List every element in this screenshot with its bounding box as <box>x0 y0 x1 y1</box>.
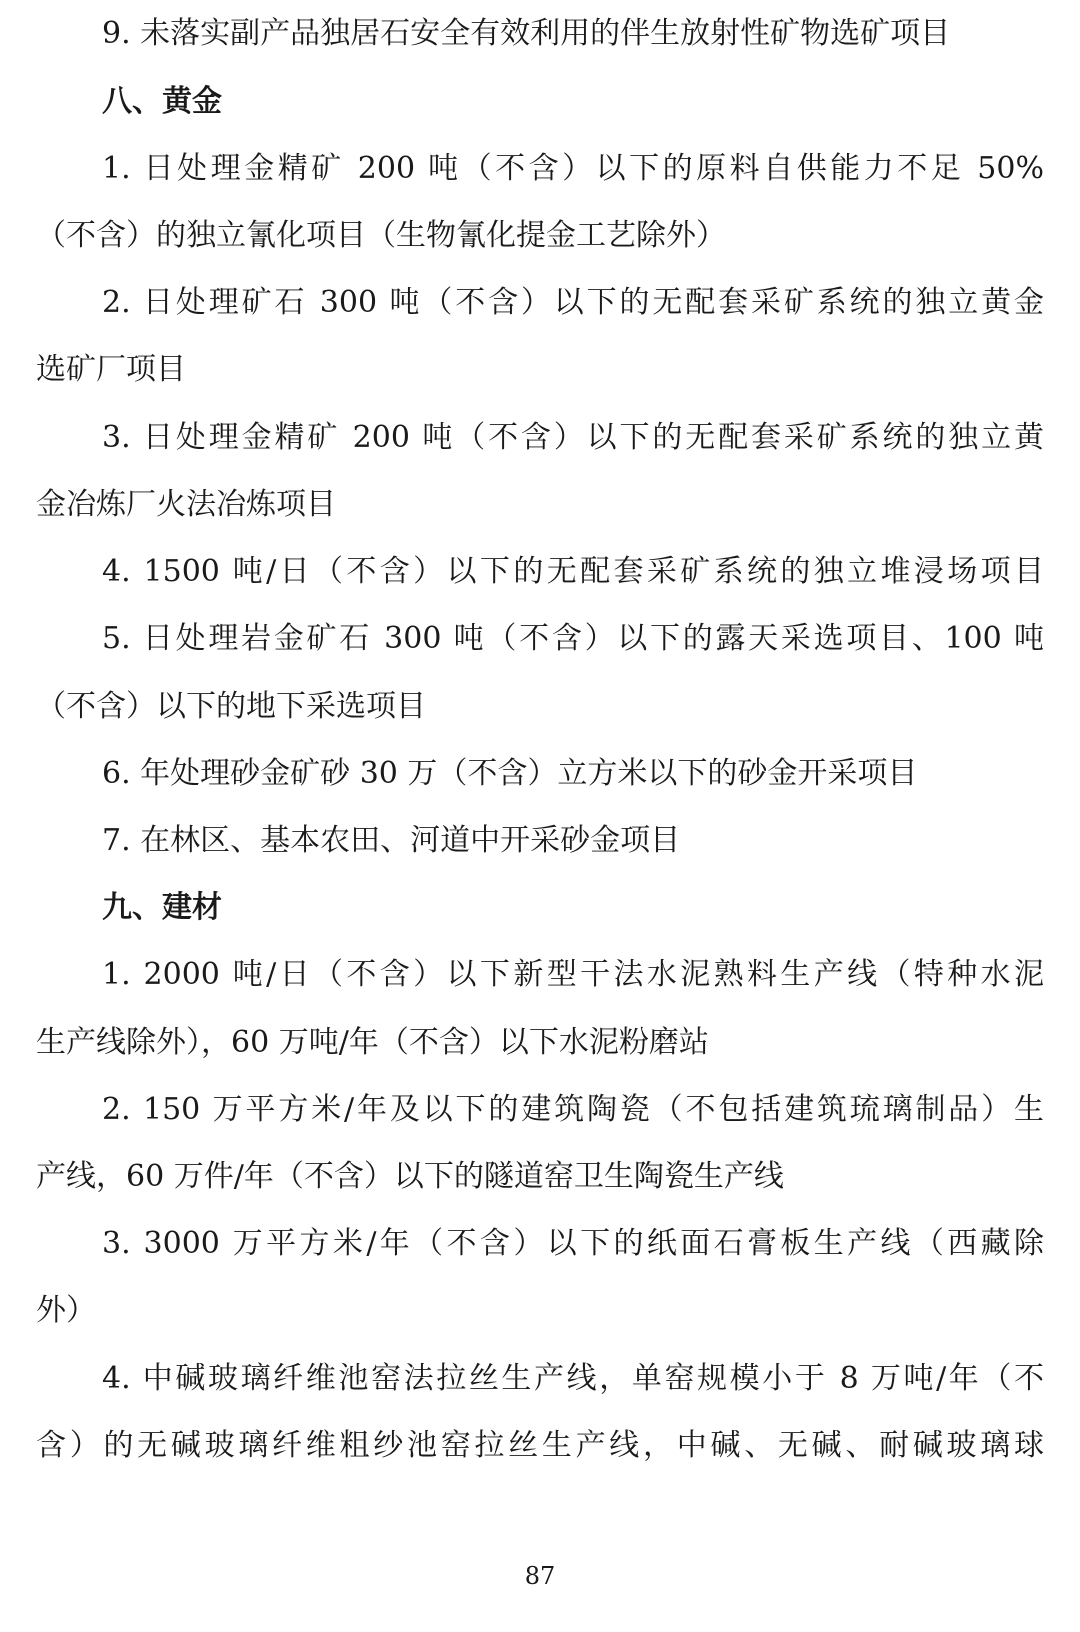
item-gold-4: 4. 1500 吨/日（不含）以下的无配套采矿系统的独立堆浸场项目 <box>102 554 1044 589</box>
item-gold-1-line-2: （不含）的独立氰化项目（生物氰化提金工艺除外） <box>36 218 726 253</box>
item-gold-1-line-1: 1. 日处理金精矿 200 吨（不含）以下的原料自供能力不足 50% <box>102 151 1044 186</box>
item-gold-7: 7. 在林区、基本农田、河道中开采砂金项目 <box>102 823 681 858</box>
item-materials-3-line-1: 3. 3000 万平方米/年（不含）以下的纸面石膏板生产线（西藏除 <box>102 1226 1044 1261</box>
item-materials-2-line-2: 产线，60 万件/年（不含）以下的隧道窑卫生陶瓷生产线 <box>36 1159 784 1194</box>
item-materials-4-line-2: 含）的无碱玻璃纤维粗纱池窑拉丝生产线，中碱、无碱、耐碱玻璃球 <box>36 1428 1044 1463</box>
item-gold-3-line-2: 金冶炼厂火法冶炼项目 <box>36 487 336 522</box>
item-gold-3-line-1: 3. 日处理金精矿 200 吨（不含）以下的无配套采矿系统的独立黄 <box>102 420 1044 455</box>
section-heading-gold: 八、黄金 <box>102 84 222 119</box>
item-rare-earth-9: 9. 未落实副产品独居石安全有效利用的伴生放射性矿物选矿项目 <box>102 16 951 51</box>
section-heading-building-materials: 九、建材 <box>102 890 222 925</box>
item-materials-1-line-1: 1. 2000 吨/日（不含）以下新型干法水泥熟料生产线（特种水泥 <box>102 957 1044 992</box>
item-gold-5-line-1: 5. 日处理岩金矿石 300 吨（不含）以下的露天采选项目、100 吨 <box>102 621 1044 656</box>
page-number: 87 <box>524 1562 556 1590</box>
item-gold-2-line-2: 选矿厂项目 <box>36 352 186 387</box>
item-materials-3-line-2: 外） <box>36 1293 96 1328</box>
item-gold-6: 6. 年处理砂金矿砂 30 万（不含）立方米以下的砂金开采项目 <box>102 756 918 791</box>
item-gold-5-line-2: （不含）以下的地下采选项目 <box>36 689 426 724</box>
item-materials-2-line-1: 2. 150 万平方米/年及以下的建筑陶瓷（不包括建筑琉璃制品）生 <box>102 1092 1044 1127</box>
item-materials-1-line-2: 生产线除外），60 万吨/年（不含）以下水泥粉磨站 <box>36 1025 709 1060</box>
item-materials-4-line-1: 4. 中碱玻璃纤维池窑法拉丝生产线，单窑规模小于 8 万吨/年（不 <box>102 1361 1044 1396</box>
item-gold-2-line-1: 2. 日处理矿石 300 吨（不含）以下的无配套采矿系统的独立黄金 <box>102 285 1044 320</box>
